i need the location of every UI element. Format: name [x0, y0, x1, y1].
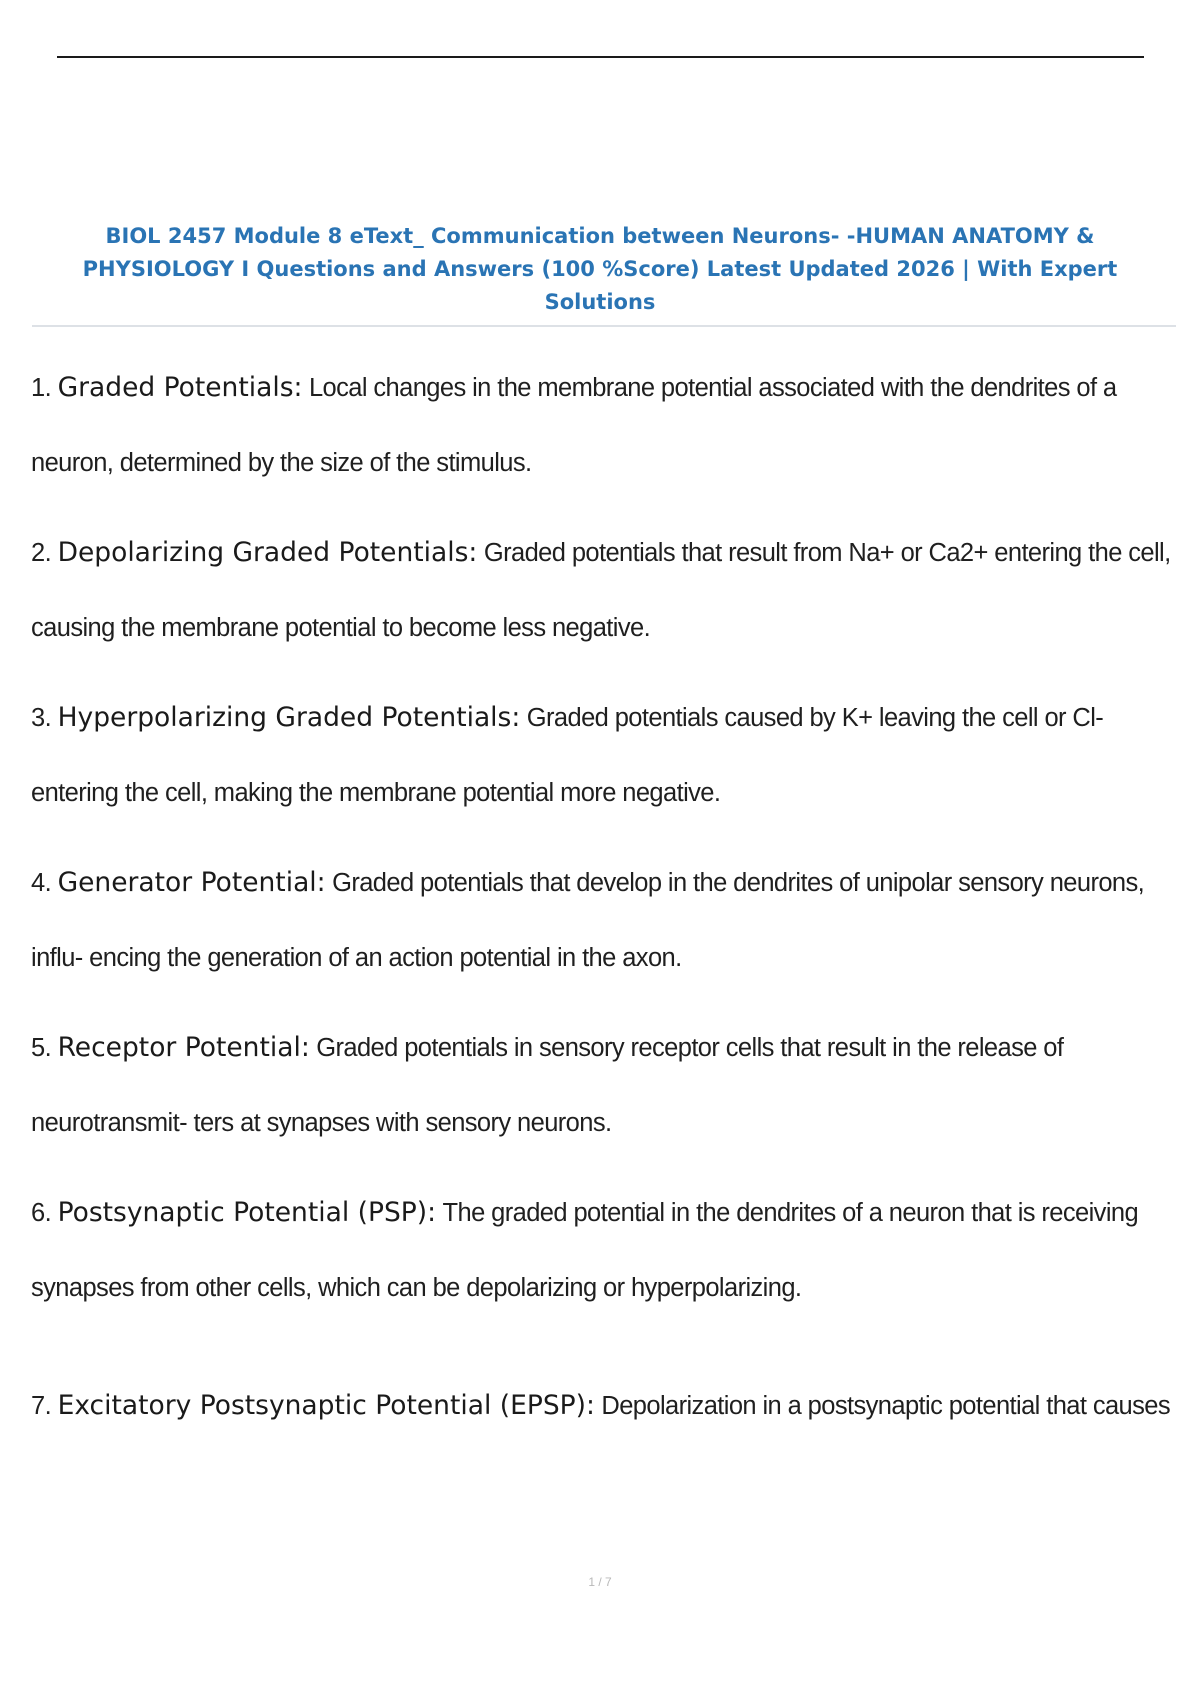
item-number: 2. — [31, 539, 52, 567]
item-term: Excitatory Postsynaptic Potential (EPSP): — [57, 1390, 595, 1421]
title-divider — [32, 325, 1176, 327]
document-title: BIOL 2457 Module 8 eText_ Communication between Neurons- -HUMAN ANATOMY & PHYSIOLOGY I Questions and Answers (100 %Score) Latest Updated 2026 | With Expert Solutions — [82, 224, 1118, 314]
page-number: 1 / 7 — [588, 1575, 612, 1589]
item-definition: Graded potentials caused by K+ leaving the cell or Cl- entering the cell, making the membrane potential more negative. — [31, 704, 1104, 807]
item-definition: Graded potentials in sensory receptor cells that result in the release of neurotransmit- ters at synapses with sensory neurons. — [31, 1034, 1064, 1137]
qa-item — [31, 1010, 1171, 1161]
item-number: 3. — [31, 704, 52, 732]
qa-item — [31, 845, 1171, 996]
item-definition: Graded potentials that develop in the dendrites of unipolar sensory neurons, influ- encing the generation of an action potential in the axon. — [31, 869, 1145, 972]
item-term: Graded Potentials: — [57, 372, 303, 403]
item-term: Generator Potential: — [57, 867, 326, 898]
item-term: Depolarizing Graded Potentials: — [57, 537, 478, 568]
qa-item — [31, 1175, 1171, 1326]
qa-item — [31, 350, 1171, 501]
item-definition: Local changes in the membrane potential associated with the dendrites of a neuron, determined by the size of the stimulus. — [31, 374, 1117, 477]
item-term: Receptor Potential: — [57, 1032, 310, 1063]
item-definition: Depolarization in a postsynaptic potential that causes — [601, 1392, 1171, 1420]
qa-item — [31, 515, 1171, 666]
item-number: 1. — [31, 374, 52, 402]
item-number: 7. — [31, 1392, 52, 1420]
item-definition: Graded potentials that result from Na+ or Ca2+ entering the cell, causing the membrane potential to become less negative. — [31, 539, 1171, 642]
item-number: 6. — [31, 1199, 52, 1227]
qa-list — [31, 350, 1171, 1458]
qa-item — [31, 1368, 1171, 1444]
item-number: 4. — [31, 869, 52, 897]
qa-item — [31, 680, 1171, 831]
item-definition: The graded potential in the dendrites of a neuron that is receiving synapses from other cells, which can be depolarizing or hyperpolarizing. — [31, 1199, 1139, 1302]
item-number: 5. — [31, 1034, 52, 1062]
header-rule — [57, 56, 1144, 58]
item-term: Hyperpolarizing Graded Potentials: — [57, 702, 521, 733]
item-term: Postsynaptic Potential (PSP): — [57, 1197, 437, 1228]
